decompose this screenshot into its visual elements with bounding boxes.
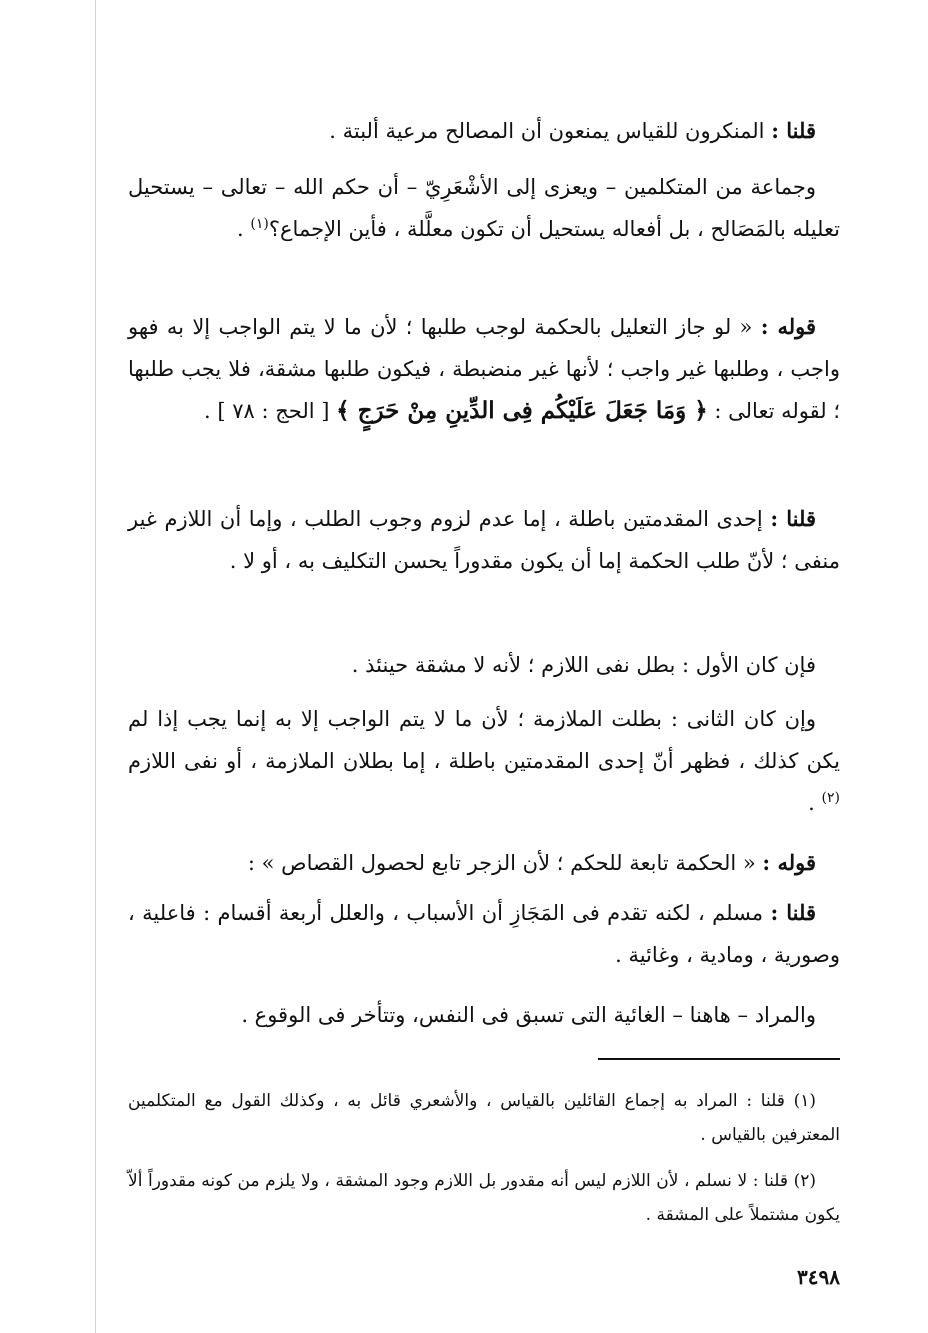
paragraph-6 xyxy=(128,698,840,824)
paragraph-2-tail: . xyxy=(237,217,251,241)
paragraph-6-tail: . xyxy=(808,791,822,815)
paragraph-7-keyword: قوله : xyxy=(762,850,816,875)
paragraph-8-keyword: قلنا : xyxy=(770,900,816,925)
paragraph-5 xyxy=(128,644,840,686)
page-fold-line xyxy=(95,0,96,1333)
page-number: ٣٤٩٨ xyxy=(797,1265,840,1289)
paragraph-2 xyxy=(128,166,840,250)
footnote-ref-1: (١) xyxy=(250,216,269,232)
paragraph-9 xyxy=(128,994,840,1036)
paragraph-4-keyword: قلنا : xyxy=(770,506,816,531)
footnote-ref-2: (٢) xyxy=(821,790,840,806)
paragraph-3 xyxy=(128,306,840,432)
paragraph-1 xyxy=(128,110,840,152)
footnote-2: (٢) قلنا : لا نسلم ، لأن اللازم ليس أنه مقدور بل اللازم وجود المشقة ، ولا يلزم من كونه مقدوراً ألاّ يكون مشتملاً على المشقة . xyxy=(128,1171,840,1225)
footnote-1: (١) قلنا : المراد به إجماع القائلين بالقياس ، والأشعري قائل به ، وكذلك القول مع المتكلمين المعترفين بالقياس . xyxy=(128,1091,840,1145)
paragraph-3-tail: [ الحج : ٧٨ ] . xyxy=(204,399,337,423)
paragraph-4-text: إحدى المقدمتين باطلة ، إما عدم لزوم وجوب الطلب ، وإما أن اللازم غير منفى ؛ لأنّ طلب الحكمة إما أن يكون مقدوراً يحسن التكليف به ، أو لا . xyxy=(128,507,840,573)
paragraph-7-text: « الحكمة تابعة للحكم ؛ لأن الزجر تابع لحصول القصاص » : xyxy=(247,851,763,875)
paragraph-3-text: « لو جاز التعليل بالحكمة لوجب طلبها ؛ لأن ما لا يتم الواجب إلا به فهو واجب ، وطلبها غير واجب ؛ لأنها غير منضبطة ، فيكون طلبها مشقة، فلا يجب طلبها ؛ لقوله تعالى : xyxy=(128,315,840,423)
footnote-separator xyxy=(598,1058,840,1060)
paragraph-7 xyxy=(128,842,840,884)
paragraph-8 xyxy=(128,892,840,976)
paragraph-6-text: وإن كان الثانى : بطلت الملازمة ؛ لأن ما لا يتم الواجب إلا به إنما يجب إذا لم يكن كذلك ، فظهر أنّ إحدى المقدمتين باطلة ، إما بطلان الملازمة ، أو نفى اللازم xyxy=(128,707,840,773)
paragraph-8-text: مسلم ، لكنه تقدم فى المَجَازِ أن الأسباب ، والعلل أربعة أقسام : فاعلية ، وصورية ، ومادية ، وغائية . xyxy=(128,901,840,967)
paragraph-2-text: وجماعة من المتكلمين – ويعزى إلى الأشْعَرِيّ – أن حكم الله – تعالى – يستحيل تعليله بالمَصَالح ، بل أفعاله يستحيل أن تكون معلَّلة ، فأين الإجماع؟ xyxy=(128,175,840,241)
paragraph-9-text: والمراد – هاهنا – الغائية التى تسبق فى النفس، وتتأخر فى الوقوع . xyxy=(241,1003,816,1027)
paragraph-1-text: المنكرون للقياس يمنعون أن المصالح مرعية ألبتة . xyxy=(329,119,772,143)
paragraph-5-text: فإن كان الأول : بطل نفى اللازم ؛ لأنه لا مشقة حينئذ . xyxy=(351,653,816,677)
quran-verse: ﴿ وَمَا جَعَلَ عَلَيْكُم فِى الدِّينِ مِنْ حَرَجٍ ﴾ xyxy=(336,397,708,424)
paragraph-3-keyword: قوله : xyxy=(760,314,816,339)
paragraph-1-keyword: قلنا : xyxy=(771,118,816,143)
paragraph-4 xyxy=(128,498,840,582)
